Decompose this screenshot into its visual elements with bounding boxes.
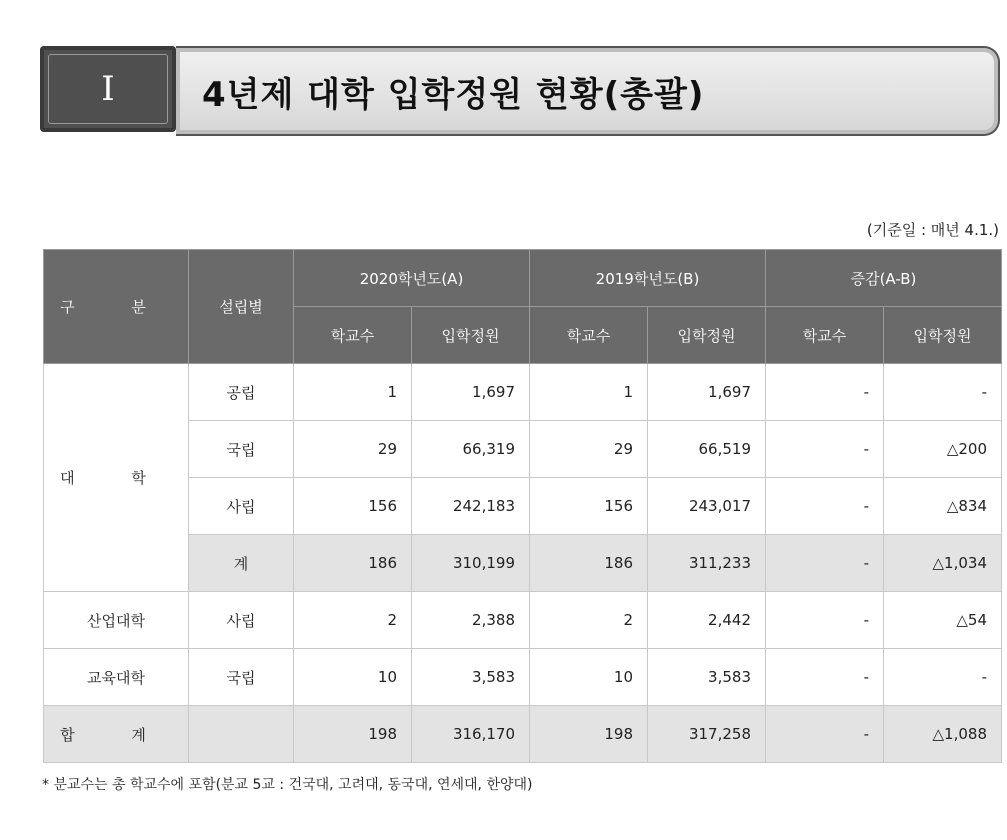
footnote: * 분교수는 총 학교수에 포함(분교 5교 : 건국대, 고려대, 동국대, 연세대, 한양대) — [42, 777, 533, 793]
schools-change-cell: - — [766, 649, 884, 706]
schools-change-cell: - — [766, 592, 884, 649]
schools-2019-cell: 186 — [530, 535, 648, 592]
quota-2019-cell: 1,697 — [648, 364, 766, 421]
category-cell: 산업대학 — [44, 592, 189, 649]
header-change: 증감(A-B) — [766, 250, 1002, 307]
founding-cell: 국립 — [189, 421, 294, 478]
founding-cell: 공립 — [189, 364, 294, 421]
header-quota-2020: 입학정원 — [412, 307, 530, 364]
schools-2019-cell: 29 — [530, 421, 648, 478]
table-row — [44, 649, 1002, 706]
category-univ: 대 학 — [44, 364, 189, 592]
schools-2020-cell: 29 — [294, 421, 412, 478]
quota-change-cell: △834 — [884, 478, 1002, 535]
schools-2019-cell: 156 — [530, 478, 648, 535]
quota-2019-cell: 243,017 — [648, 478, 766, 535]
header-2019: 2019학년도(B) — [530, 250, 766, 307]
schools-2020-cell: 156 — [294, 478, 412, 535]
schools-change-cell: - — [766, 706, 884, 763]
schools-2020-cell: 2 — [294, 592, 412, 649]
basis-date-note: (기준일 : 매년 4.1.) — [866, 221, 999, 239]
schools-2019-cell: 10 — [530, 649, 648, 706]
grand-total-row — [44, 706, 1002, 763]
quota-change-cell: △54 — [884, 592, 1002, 649]
header-schools-2020: 학교수 — [294, 307, 412, 364]
founding-cell: 국립 — [189, 649, 294, 706]
founding-cell: 사립 — [189, 592, 294, 649]
header-2020: 2020학년도(A) — [294, 250, 530, 307]
quota-2020-cell: 316,170 — [412, 706, 530, 763]
quota-2020-cell: 66,319 — [412, 421, 530, 478]
header-schools-2019: 학교수 — [530, 307, 648, 364]
quota-change-cell: △1,088 — [884, 706, 1002, 763]
quota-2020-cell: 1,697 — [412, 364, 530, 421]
quota-2019-cell: 311,233 — [648, 535, 766, 592]
quota-2019-cell: 3,583 — [648, 649, 766, 706]
schools-change-cell: - — [766, 364, 884, 421]
schools-change-cell: - — [766, 478, 884, 535]
schools-2019-cell: 198 — [530, 706, 648, 763]
category-cell: 교육대학 — [44, 649, 189, 706]
schools-2019-cell: 2 — [530, 592, 648, 649]
quota-2020-cell: 242,183 — [412, 478, 530, 535]
quota-2020-cell: 310,199 — [412, 535, 530, 592]
section-banner — [40, 46, 1000, 132]
schools-2019-cell: 1 — [530, 364, 648, 421]
quota-2020-cell: 2,388 — [412, 592, 530, 649]
schools-2020-cell: 1 — [294, 364, 412, 421]
section-title: 4년제 대학 입학정원 현황(총괄) — [202, 74, 705, 115]
section-number-box — [40, 46, 176, 132]
founding-cell — [189, 706, 294, 763]
quota-2020-cell: 3,583 — [412, 649, 530, 706]
quota-change-cell: - — [884, 649, 1002, 706]
quota-2019-cell: 66,519 — [648, 421, 766, 478]
header-schools-change: 학교수 — [766, 307, 884, 364]
quota-change-cell: △1,034 — [884, 535, 1002, 592]
header-quota-2019: 입학정원 — [648, 307, 766, 364]
table-row — [44, 364, 1002, 421]
quota-change-cell: - — [884, 364, 1002, 421]
founding-cell: 계 — [189, 535, 294, 592]
founding-cell: 사립 — [189, 478, 294, 535]
schools-change-cell: - — [766, 535, 884, 592]
header-founding: 설립별 — [189, 250, 294, 364]
category-cell: 합 계 — [44, 706, 189, 763]
schools-change-cell: - — [766, 421, 884, 478]
schools-2020-cell: 186 — [294, 535, 412, 592]
section-number: I — [48, 54, 168, 124]
quota-2019-cell: 2,442 — [648, 592, 766, 649]
header-quota-change: 입학정원 — [884, 307, 1002, 364]
quota-change-cell: △200 — [884, 421, 1002, 478]
section-title-box — [176, 46, 1000, 136]
quota-2019-cell: 317,258 — [648, 706, 766, 763]
table-row — [44, 592, 1002, 649]
admission-quota-table — [43, 249, 1002, 763]
header-category: 구 분 — [44, 250, 189, 364]
schools-2020-cell: 10 — [294, 649, 412, 706]
schools-2020-cell: 198 — [294, 706, 412, 763]
